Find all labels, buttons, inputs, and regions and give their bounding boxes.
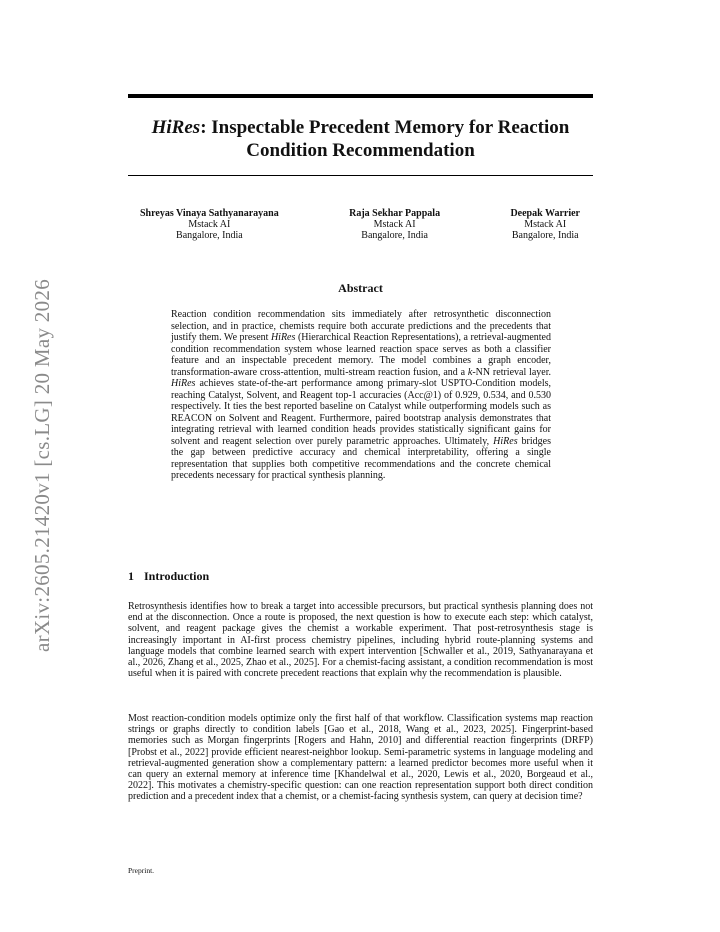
title-text: : Inspectable Precedent Memory for Reaction Condition Recommendation [200, 117, 570, 161]
author-name: Raja Sekhar Pappala [349, 208, 441, 219]
abstract-system-name: HiRes [270, 332, 296, 343]
author-1 [140, 208, 279, 241]
arxiv-identifier-text: arXiv:2605.21420v1 [cs.LG] 20 May 2026 [29, 278, 54, 652]
intro-paragraph-1: Retrosynthesis identifies how to break a target into accessible precursors, but practical synthesis planning does not end at the disconnection. Once a route is proposed, the next question is how to execute each step: which catalyst, solvent, and reagent package gives the chemist a workable experiment. That post-retrosynthesis stage is increasingly important in AI-first process chemistry pipelines, including hybrid route-planning systems and language models that combine learned search with expert intervention [Schwaller et al., 2019, Sathyanarayana et al., 2026, Zhang et al., 2025, Zhao et al., 2025]. For a chemist-facing assistant, a condition recommendation is most useful when it is paired with concrete precedent reactions that explain why the recommendation is plausible. [128, 601, 593, 680]
author-location: Bangalore, India [361, 230, 428, 241]
abstract-body [171, 309, 551, 482]
preprint-note: Preprint. [128, 866, 155, 875]
abstract-system-name: HiRes [171, 378, 196, 389]
arxiv-identifier [22, 255, 62, 675]
paper-title [128, 116, 593, 162]
abstract-text: bridges the gap between predictive accuracy and chemical interpretability, offering a single representation that supplies both competitive recommendations and the concrete chemical precedents necessary for practical synthesis planning. [171, 435, 551, 481]
abstract-heading: Abstract [338, 281, 383, 295]
author-3 [510, 208, 580, 241]
abstract-text: (Hierarchical Reaction Representations), a retrieval-augmented condition recommendation system whose learned reaction space serves as both a classifier feature and an inspectable precedent memory. The model combines a graph encoder, transformation-aware cross-attention, multi-stream reaction fusion, and a [171, 332, 551, 378]
author-affiliation: Mstack AI [524, 219, 567, 230]
author-name: Deepak Warrier [510, 208, 580, 219]
abstract-text: Reaction condition recommendation sits immediately after retrosynthetic disconnection selection, and in practice, chemists require both accurate predictions and the precedents that justify them. We present [171, 309, 551, 343]
author-affiliation: Mstack AI [373, 219, 416, 230]
author-affiliation: Mstack AI [188, 219, 231, 230]
intro-paragraph-2: Most reaction-condition models optimize only the first half of that workflow. Classification systems map reaction strings or graphs directly to condition labels [Gao et al., 2018, Wang et al., 2023, 2025]. Fingerprint-based memories such as Morgan fingerprints [Rogers and Hahn, 2010] and differential reaction fingerprints (DRFP) [Probst et al., 2022] provide efficient nearest-neighbor lookup. Semi-parametric systems in language modeling and retrieval-augmented generation show a complementary pattern: a learned predictor becomes more useful when it can query an external memory at inference time [Khandelwal et al., 2020, Lewis et al., 2020, Borgeaud et al., 2022]. This motivates a chemistry-specific question: can one reaction representation support both direct condition prediction and a precedent index that a chemist, or a chemist-facing synthesis system, can query at decision time? [128, 713, 593, 803]
section-title: Introduction [144, 569, 210, 583]
section-number: 1 [128, 569, 134, 583]
abstract-text: achieves state-of-the-art performance among primary-slot USPTO-Condition models, reaching Catalyst, Solvent, and Reagent top-1 accuracies (Acc@1) of 0.929, 0.534, and 0.530 respectively. It ties the best reported baseline on Catalyst while outperforming models such as REACON on Solvent and Reagent. Furthermore, paired bootstrap analysis demonstrates that integrating retrieval with learned condition heads provides statistically significant gains for solvent and reagent selection over purely parametric approaches. Ultimately, [171, 378, 551, 447]
author-list [140, 208, 580, 241]
section-heading-introduction [128, 569, 209, 584]
author-location: Bangalore, India [176, 230, 243, 241]
abstract-math-k: k [467, 366, 473, 378]
author-2 [349, 208, 440, 241]
author-location: Bangalore, India [511, 230, 579, 241]
abstract-system-name: HiRes [493, 435, 518, 447]
title-system-name: HiRes [151, 117, 201, 138]
author-name: Shreyas Vinaya Sathyanarayana [140, 208, 279, 219]
abstract-text: -NN retrieval layer. [472, 366, 551, 378]
title-rule-top [128, 94, 593, 98]
title-rule-bottom [128, 175, 593, 176]
